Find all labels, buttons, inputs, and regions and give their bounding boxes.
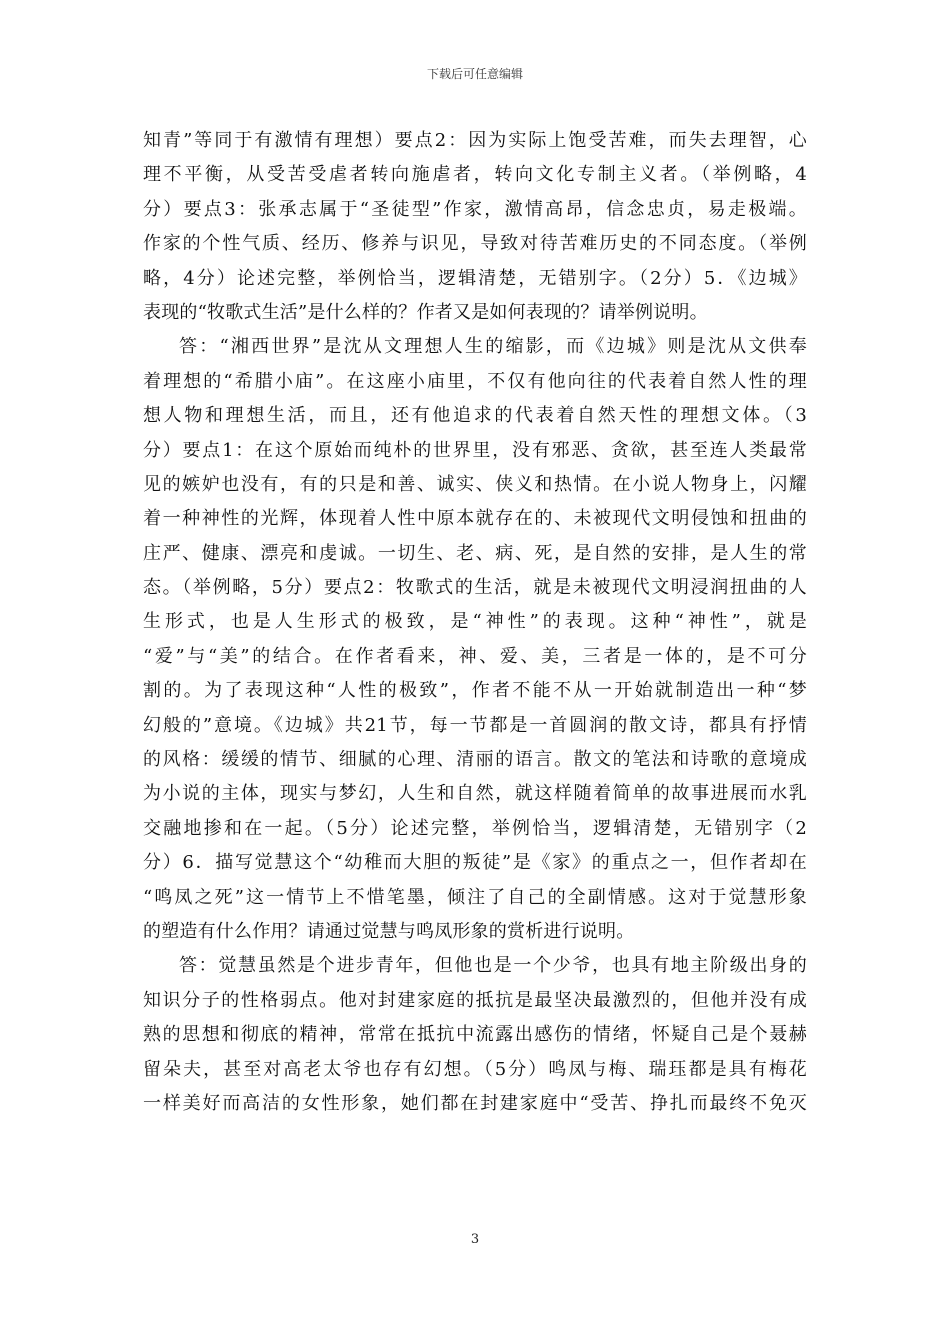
text-line: 表现的“牧歌式生活”是什么样的？作者又是如何表现的？请举例说明。: [143, 301, 708, 323]
text-line: “鸣凤之死”这一情节上不惜笔墨，倾注了自己的全副情感。这对于觉慧形象: [143, 886, 807, 908]
text-line: 生形式，也是人生形式的极致，是“神性”的表现。这种“神性”，就是: [143, 611, 807, 633]
text-line: 庄严、健康、漂亮和虔诚。一切生、老、病、死，是自然的安排，是人生的常: [143, 542, 807, 564]
text-line: 着一种神性的光辉，体现着人性中原本就存在的、未被现代文明侵蚀和扭曲的: [143, 508, 807, 530]
text-line: “爱”与“美”的结合。在作者看来，神、爱、美，三者是一体的，是不可分: [143, 645, 807, 667]
text-line: 答：“湘西世界”是沈从文理想人生的缩影，而《边城》则是沈从文供奉: [179, 336, 807, 358]
text-line: 分）要点1：在这个原始而纯朴的世界里，没有邪恶、贪欲，甚至连人类最常: [143, 439, 807, 461]
page-number: 3: [470, 1232, 480, 1247]
text-line: 的塑造有什么作用？请通过觉慧与鸣凤形象的赏析进行说明。: [143, 920, 635, 942]
text-line: 一样美好而高洁的女性形象，她们都在封建家庭中“受苦、挣扎而最终不免灭: [143, 1092, 807, 1114]
text-line: 作家的个性气质、经历、修养与识见，导致对待苦难历史的不同态度。（举例: [143, 233, 807, 255]
text-line: 知青”等同于有激情有理想）要点2：因为实际上饱受苦难，而失去理智，心: [143, 130, 807, 151]
text-line: 为小说的主体，现实与梦幻，人生和自然，就这样随着简单的故事进展而水乳: [143, 783, 807, 805]
text-line: 理不平衡，从受苦受虐者转向施虐者，转向文化专制主义者。（举例略，4: [143, 164, 807, 186]
page-header: 下载后可任意编辑: [426, 67, 523, 81]
text-line: 幻般的”意境。《边城》共21节，每一节都是一首圆润的散文诗，都具有抒情: [143, 714, 807, 736]
text-line: 割的。为了表现这种“人性的极致”，作者不能不从一开始就制造出一种“梦: [143, 680, 807, 702]
document-body: [143, 124, 807, 1121]
text-line: 知识分子的性格弱点。他对封建家庭的抵抗是最坚决最激烈的，但他并没有成: [143, 989, 807, 1011]
text-line: 分）6．描写觉慧这个“幼稚而大胆的叛徒”是《家》的重点之一，但作者却在: [143, 852, 807, 874]
text-line: 略，4分）论述完整，举例恰当，逻辑清楚，无错别字。（2分）5．《边城》: [143, 267, 807, 289]
text-line: 交融地掺和在一起。（5分）论述完整，举例恰当，逻辑清楚，无错别字（2: [143, 817, 807, 839]
text-line: 的风格：缓缓的情节、细腻的心理、清丽的语言。散文的笔法和诗歌的意境成: [143, 749, 807, 771]
text-line: 分）要点3：张承志属于“圣徒型”作家，激情高昂，信念忠贞，易走极端。: [143, 198, 807, 220]
text-line: 想人物和理想生活，而且，还有他追求的代表着自然天性的理想文体。（3: [143, 405, 807, 427]
text-line: 熟的思想和彻底的精神，常常在抵抗中流露出感伤的情绪，怀疑自己是个聂赫: [143, 1024, 807, 1046]
text-line: 态。（举例略，5分）要点2：牧歌式的生活，就是未被现代文明浸润扭曲的人: [143, 577, 807, 599]
text-line: 答：觉慧虽然是个进步青年，但他也是一个少爷，也具有地主阶级出身的: [179, 955, 807, 977]
text-line: 见的嫉妒也没有，有的只是和善、诚实、侠义和热情。在小说人物身上，闪耀: [143, 473, 807, 495]
text-line: 着理想的“希腊小庙”。在这座小庙里，不仅有他向往的代表着自然人性的理: [143, 370, 807, 392]
text-line: 留朵夫，甚至对高老太爷也存有幻想。（5分）鸣凤与梅、瑞珏都是具有梅花: [143, 1058, 807, 1080]
